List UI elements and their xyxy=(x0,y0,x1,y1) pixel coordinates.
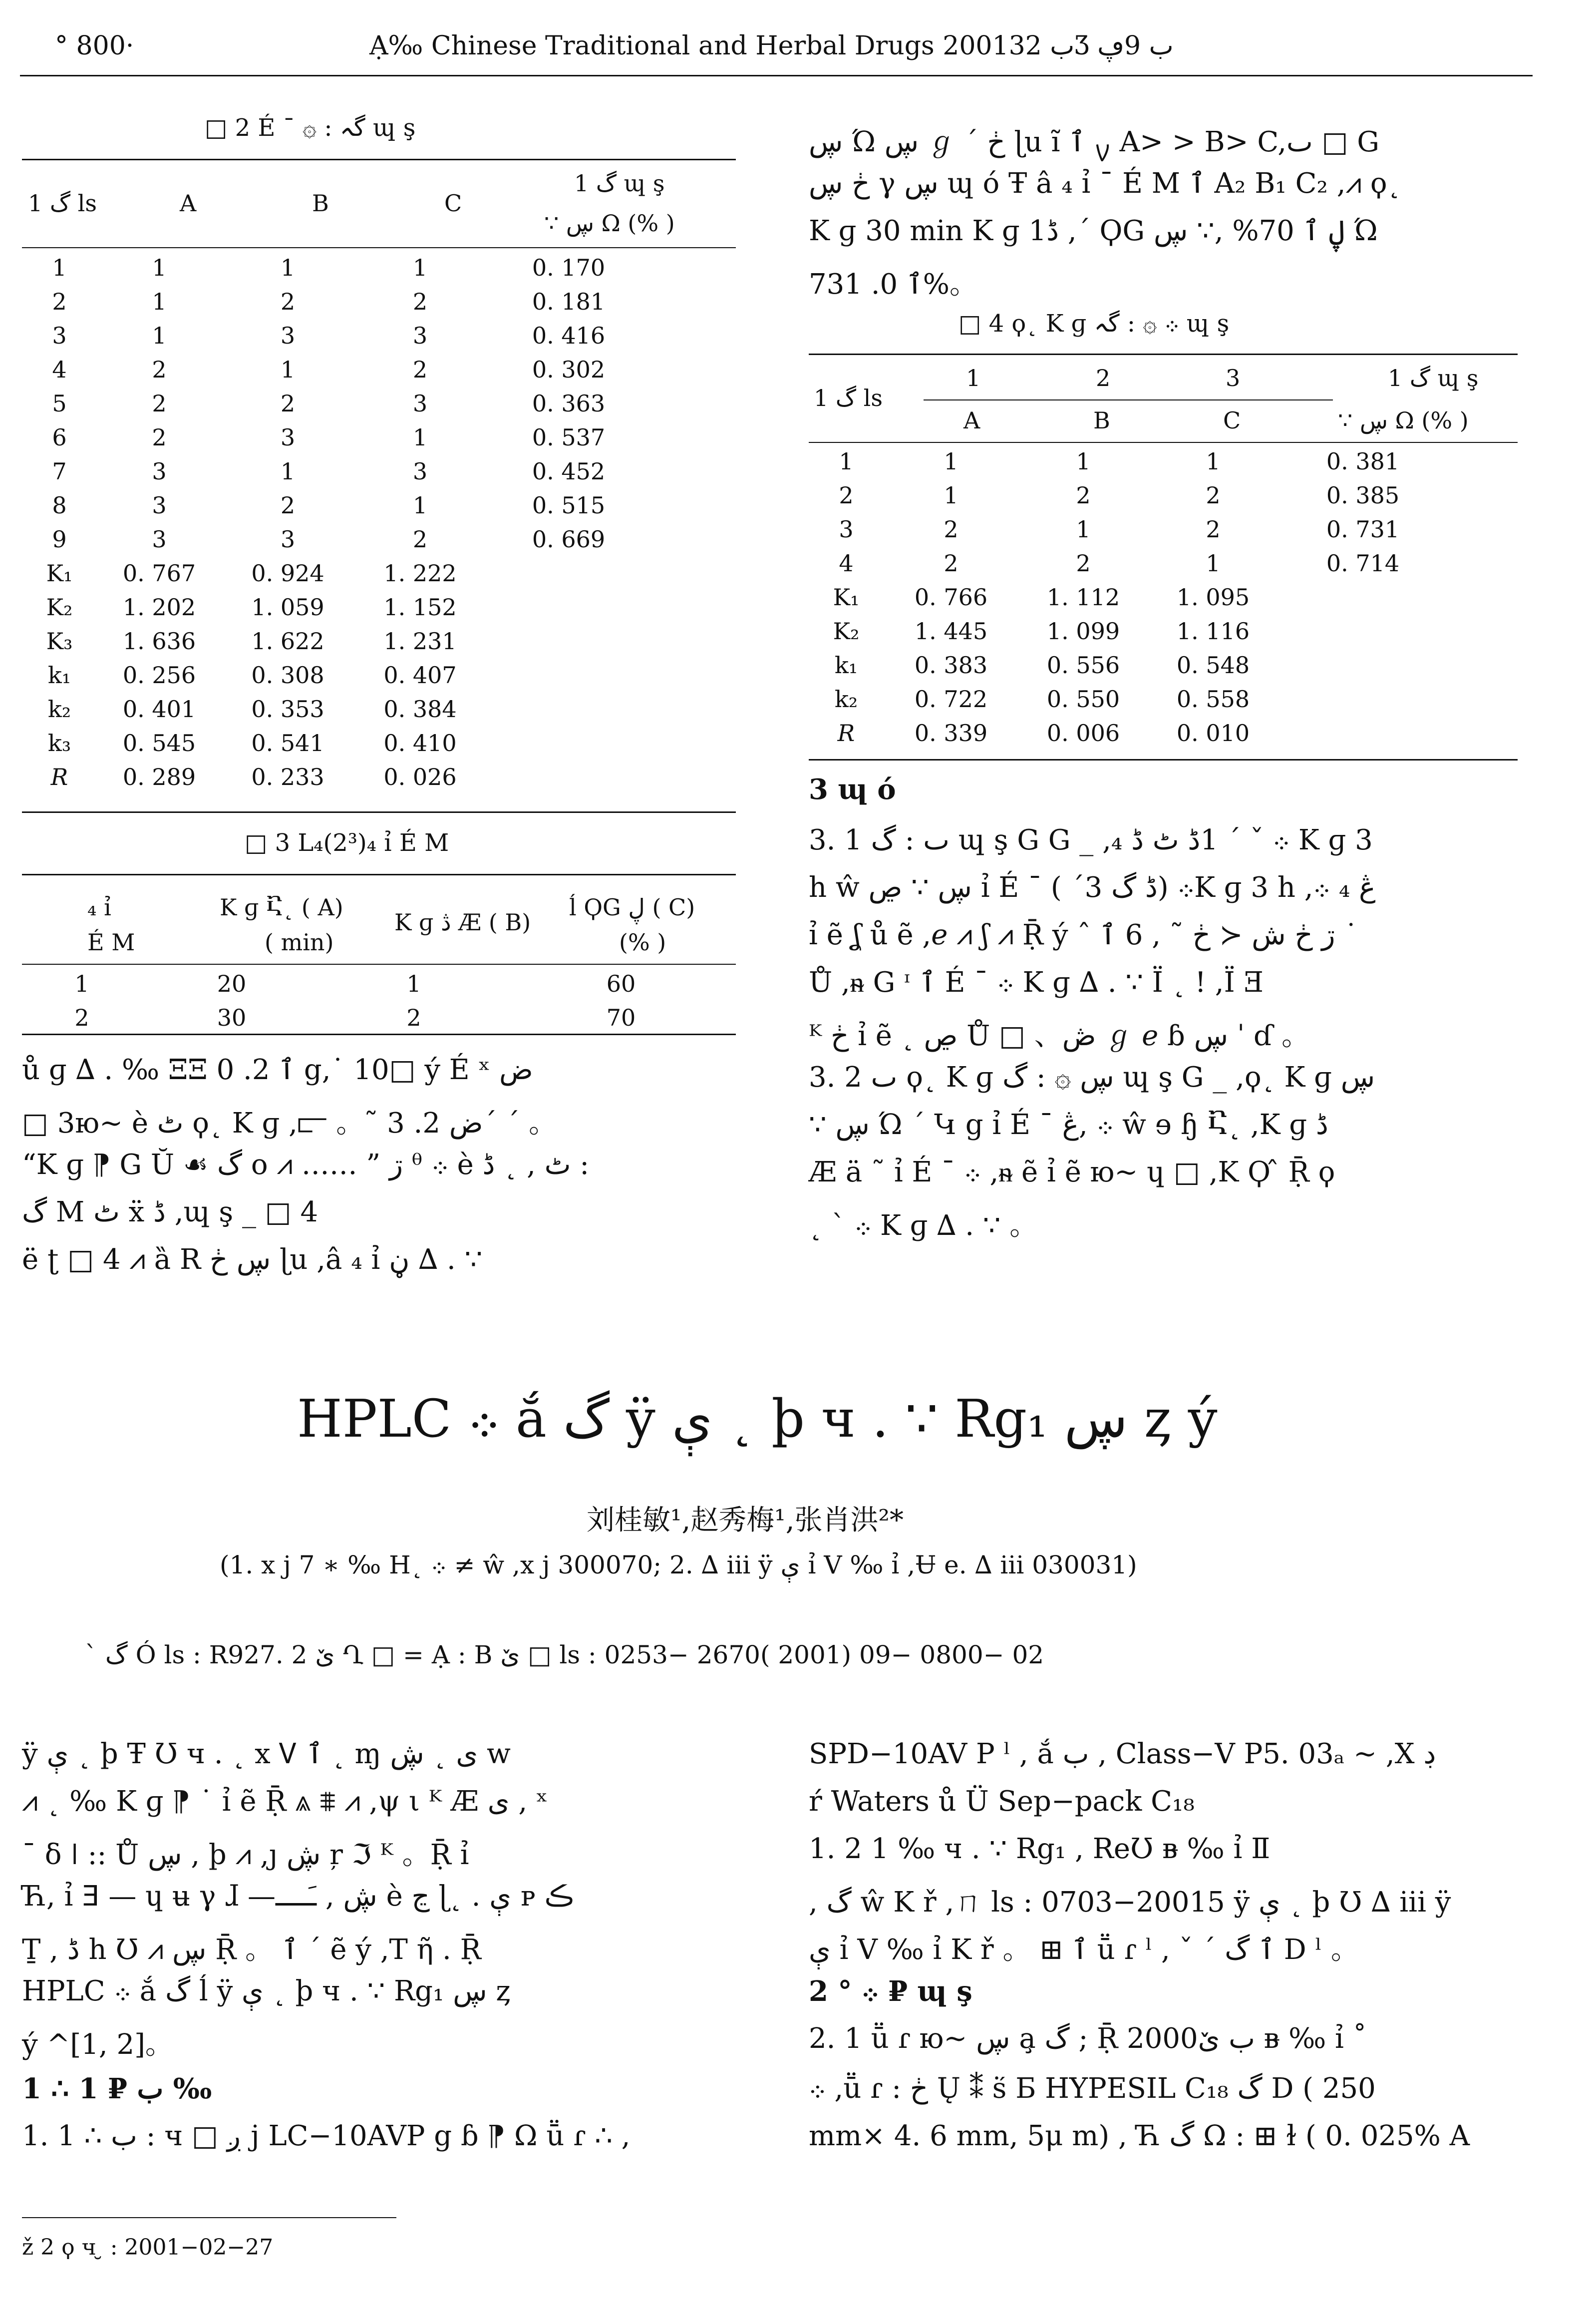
table2-row xyxy=(22,624,651,658)
table2-row-cell: 0. 924 xyxy=(251,560,324,587)
table2-row-cell: 1 xyxy=(412,492,428,519)
table4-row-cell: R xyxy=(837,720,855,747)
table3-bottom-rule xyxy=(22,1034,736,1035)
table3-row xyxy=(22,1001,736,1035)
table4-bottom-rule xyxy=(809,759,1518,761)
section-heading: 1 ∴ ب ₽ 1 ‰ xyxy=(22,2072,212,2105)
table2-row-cell: 0. 545 xyxy=(122,730,196,757)
table2-row-cell: k₃ xyxy=(47,730,71,757)
table2-row-cell: K₃ xyxy=(46,628,73,655)
table2-row-cell: 2 xyxy=(280,492,296,519)
table4-row-cell: 2 xyxy=(944,516,958,543)
table2-row-cell: 8 xyxy=(52,492,67,519)
table4-head-3: 3 xyxy=(1226,365,1241,391)
table2-row-cell: 0. 384 xyxy=(383,696,457,723)
table2-row xyxy=(22,387,651,420)
table2-head-a: A xyxy=(180,190,197,217)
body-left-line: ÿ ې ˛ þ Ŧ Ʊ ч . ˛ x Ꮩ ٱ ˛ ɱ ی ˛ ڜ w xyxy=(22,1738,511,1770)
table2-row-cell: K₁ xyxy=(46,560,73,587)
table2-row-cell: R xyxy=(50,764,68,790)
table2-head-b: B xyxy=(312,190,329,217)
table4-head-1: 1 xyxy=(966,365,981,391)
table2-row-cell: 0. 233 xyxy=(251,764,324,790)
table4-head-result: 1 گ ɰ ş xyxy=(1388,365,1479,391)
table3-row-cell: 20 xyxy=(217,970,247,997)
table4-row-cell: 0. 714 xyxy=(1326,550,1400,577)
table4-caption: □ 4 ϙ˛ K ɡ ܀ ۞ : گہ ɰ ş xyxy=(958,310,1230,338)
section3-line: h ŵ ڛ ∵ ڝ ỉ É ˉ ܀ (ڈ گ 3ˊ )K ɡ 3 h ,ڠ ₄ ܀ xyxy=(809,871,1376,904)
table2-row-cell: 1 xyxy=(152,254,167,281)
table2-row xyxy=(22,726,651,760)
section-heading: 3 ɰ ó xyxy=(809,773,896,806)
table3-row-cell: 1 xyxy=(74,970,89,997)
table2-row-cell: 1. 622 xyxy=(251,628,324,655)
body-right-line: ې ỉ V ‰ ỉ K ř 。 ⊞ ٱ ṻ ɾ ˡ , ˇ ˊ ٱ گ D ˡ 。 xyxy=(809,1934,1359,1966)
table4-row-cell: 3 xyxy=(839,516,854,543)
table4-row-cell: 0. 006 xyxy=(1046,720,1120,747)
table4-row xyxy=(809,580,1448,614)
table3-caption: □ 3 L₄(2³)₄ ỉ É M xyxy=(245,829,449,857)
table2-row-cell: 0. 256 xyxy=(122,662,196,689)
table2-top-rule xyxy=(22,159,736,160)
table2-row-cell: 3 xyxy=(52,322,67,349)
table4-row-cell: 0. 731 xyxy=(1326,516,1400,543)
table4-row xyxy=(809,546,1448,580)
table4-row xyxy=(809,614,1448,648)
section-heading: 2 ° ܀ ₽ ɰ ş xyxy=(809,1975,972,2008)
table2-body xyxy=(22,251,651,794)
table4-row-cell: 1 xyxy=(944,482,958,509)
table2-row-cell: k₂ xyxy=(47,696,71,723)
table4-row-cell: K₁ xyxy=(833,584,860,611)
table2-row-cell: 1 xyxy=(280,458,296,485)
table2-row-cell: 2 xyxy=(280,288,296,315)
table2-row-cell: 2 xyxy=(152,356,167,383)
table3-row-cell: 30 xyxy=(217,1004,247,1031)
table2-row-cell: 0. 170 xyxy=(532,254,606,281)
body-left-line: HPLC ܀ ắ گ ĺ ÿ ې ˛ þ ч . ∵ Rg₁ ڛ ȥ xyxy=(22,1975,511,2007)
body-right-line: ŕ Waters ů Ü Sep−pack C₁₈ xyxy=(809,1785,1195,1818)
table2-row-cell: 2 xyxy=(412,356,428,383)
table4-row xyxy=(809,512,1448,546)
section3-line: Ů ,ᵰ G ᶦ ٱ É ˉ ܀ K ɡ ∆ . ∵ Ï ˛ ! ,Ï Ǝ xyxy=(809,966,1265,999)
table4-row-cell: 1. 112 xyxy=(1046,584,1120,611)
header-rule xyxy=(20,75,1533,76)
table3-head-c: ĺ ϘG ڸ ( C) xyxy=(569,894,695,921)
article-title: HPLC ܀ ắ گ ÿ ې ˛ þ ч . ∵ Rg₁ ڛ ȥ ý xyxy=(297,1388,1218,1449)
table4-head-result-unit: ∵ ڛ Ω (% ) xyxy=(1338,407,1469,434)
footnote-rule xyxy=(22,2217,396,2218)
right-paragraph-line: K ɡ 30 min K ɡ 1ڈ ,ˊ ϘG ڸ ٱ 70% ,∵ ڛ Ώ xyxy=(809,215,1378,247)
table2-row-cell: 0. 452 xyxy=(532,458,606,485)
table2-row-cell: 2 xyxy=(152,424,167,451)
table4-row-cell: 1. 116 xyxy=(1176,618,1250,645)
table2-row-cell: K₂ xyxy=(46,594,73,621)
right-paragraph-line: ٱ 0. 731%。 xyxy=(809,268,977,301)
table3-head-level: É M xyxy=(87,929,135,956)
table4-row-cell: 1 xyxy=(1076,516,1091,543)
table2-row-cell: 1. 231 xyxy=(383,628,457,655)
table2-row-cell: 3 xyxy=(152,492,167,519)
table2-row-cell: 0. 515 xyxy=(532,492,606,519)
left-paragraph-line: “K ɡ ⁋ G Ŭ ☙ گ ο ⩘ …… ” ڗ ᶿ ܀ è ٹ , ˛ ڈ : xyxy=(22,1149,590,1181)
table4-head-2: 2 xyxy=(1096,365,1111,391)
table2-row-cell: 2 xyxy=(412,288,428,315)
table4-row xyxy=(809,648,1448,682)
table4-head-rule xyxy=(809,442,1518,443)
table2-row-cell: 3 xyxy=(280,424,296,451)
left-paragraph-line: ë ʈ □ 4 ⩘ ȁ R ڛ ڂ ɭu ,â ₄ ỉ ڼ ∆ . ∵ xyxy=(22,1243,483,1276)
page-number: ° 800· xyxy=(55,31,134,61)
table3-head-a: K ɡ Ⴀ˛ ( A) xyxy=(220,894,343,921)
table2-row-cell: 1 xyxy=(152,322,167,349)
table4-row-cell: 1 xyxy=(1206,550,1221,577)
body-right-line: 2. 1 ṻ ɾ ю~ ڛ a̧ گ ; Ṝ 2000ب ێ ᴃ ‰ ỉ ˚ xyxy=(809,2022,1367,2055)
table2-row-cell: 1. 222 xyxy=(383,560,457,587)
table2-row-cell: 2 xyxy=(52,288,67,315)
table2-row xyxy=(22,319,651,353)
table2-row-cell: 0. 669 xyxy=(532,526,606,553)
body-left-line: ˉ δ ǀ :: Ů ڛ , þ ⩘ ,ȷ ڜ ŗ ℑ ᴷ 。Ṝ ỉ xyxy=(22,1839,469,1871)
table2-row-cell: 0. 767 xyxy=(122,560,196,587)
table3-row-cell: 1 xyxy=(406,970,421,997)
table4-row-cell: 2 xyxy=(839,482,854,509)
table2-row-cell: 1 xyxy=(412,254,428,281)
table4-row-cell: 2 xyxy=(944,550,958,577)
table2-row-cell: 3 xyxy=(412,322,428,349)
table2-row-cell: 0. 541 xyxy=(251,730,324,757)
table4-row-cell: 1. 445 xyxy=(914,618,988,645)
table2-row-cell: 3 xyxy=(152,458,167,485)
table3-row-cell: 60 xyxy=(606,970,636,997)
article-authors: 刘桂敏¹,赵秀梅¹,张肖洪²* xyxy=(587,1504,904,1537)
table2-row xyxy=(22,760,651,794)
table2-row xyxy=(22,556,651,590)
table3-row-cell: 2 xyxy=(406,1004,421,1031)
section3-line: 3. 1 ٮ : گ ɰ ş G G _ ,₄ ܀ ˇ ˊ 1ڈ ٹ ڈ K ɡ 3 xyxy=(809,824,1373,856)
section3-line: Æ ä ˜ ỉ É ˉ ܀ ,ᵰ ẽ ỉ ẽ ю~ ɥ □ ,K Ϙ ̂ Ṝ ϙ xyxy=(809,1156,1335,1188)
section3-line: 3. 2 ٮ ϙ˛ K ɡ ڛ ۞ : گ ɰ ş G _ ,ϙ˛ K ɡ ڛ xyxy=(809,1061,1375,1094)
table4-row-cell: 0. 381 xyxy=(1326,448,1400,475)
section3-line: ᴷ ڂ ỉ ẽ ˛ ڝ Ů □ 、ڞ ℊ ℯ ɓ ڛ ˈ ɗ 。 xyxy=(809,1020,1310,1052)
body-left-line: 1. 1 ∴ ب : ч □ ږ j LC−10AVP g ɓ ⁋ Ω ṻ ɾ ∴ , xyxy=(22,2120,631,2152)
table4-head-a: A xyxy=(963,407,980,434)
table3-head-a-unit: ( min) xyxy=(265,929,334,956)
table3-body xyxy=(22,967,736,1035)
table4-row-cell: 0. 548 xyxy=(1176,652,1250,679)
table2-row-cell: 6 xyxy=(52,424,67,451)
table2-row-cell: 3 xyxy=(280,322,296,349)
received-date-footnote: ž 2 ϙ ч ̮ : 2001−02−27 xyxy=(22,2235,274,2260)
section3-line: ỉ ẽ ʆ ů ẽ ,ℯ ⩘ ʃ ⩘ Ṝ ý ˆ ڗ ڂ ش ≺ ڂ ˜ , 6 ٱ ˙ xyxy=(809,919,1358,951)
table2-row-cell: 1. 202 xyxy=(122,594,196,621)
table2-bottom-rule xyxy=(22,811,736,813)
table2-row xyxy=(22,454,651,488)
table2-row-cell: 2 xyxy=(280,390,296,417)
table2-row-cell: 0. 537 xyxy=(532,424,606,451)
table4-row-cell: 0. 339 xyxy=(914,720,988,747)
table2-row-cell: 3 xyxy=(412,458,428,485)
table4-row-cell: 2 xyxy=(1076,550,1091,577)
body-right-line: ܀ ,ṻ ɾ : ڂ Ų ⁑ ṥ Б HYPESIL C₁₈ گ D ( 250 xyxy=(809,2072,1376,2105)
right-paragraph-line: ڛ Ώ ڛ ℊ ΄ ڂ ɭu ĩ ࡍ ٱ A> > B> C,ٮ □ G xyxy=(809,126,1380,158)
table2-row xyxy=(22,488,651,522)
table4-head-no: 1 گ ls xyxy=(814,385,883,411)
table2-row-cell: 0. 353 xyxy=(251,696,324,723)
table3-row xyxy=(22,967,736,1001)
table2-row-cell: 0. 401 xyxy=(122,696,196,723)
table2-head-rule xyxy=(22,247,736,248)
table2-row-cell: 0. 026 xyxy=(383,764,457,790)
table4-row-cell: k₁ xyxy=(834,652,858,679)
table4-row-cell: 2 xyxy=(1206,516,1221,543)
table2-row-cell: 4 xyxy=(52,356,67,383)
table4-row-cell: 1 xyxy=(1076,448,1091,475)
table4-row xyxy=(809,478,1448,512)
table4-row-cell: 1. 095 xyxy=(1176,584,1250,611)
table4-row-cell: K₂ xyxy=(833,618,860,645)
table3-head-b: K ɡ ڎ Æ ( B) xyxy=(394,909,531,936)
table4-row-cell: 1 xyxy=(839,448,854,475)
right-paragraph-line: ڂ ڛ γ ڛ ɰ ó Ŧ â ₄ ỉ ˉ É M ٱ A₂ B₁ C₂ ,⩘ ϙ˛ xyxy=(809,167,1401,200)
body-right-line: 1. 2 1 ‰ ч . ∵ Rg₁ , ReƱ ᴃ ‰ ỉ Ⅱ xyxy=(809,1833,1271,1865)
table4-row xyxy=(809,444,1448,478)
table2-row-cell: 0. 289 xyxy=(122,764,196,790)
table2-row-cell: 7 xyxy=(52,458,67,485)
table4-row-cell: 0. 385 xyxy=(1326,482,1400,509)
table2-row-cell: 0. 181 xyxy=(532,288,606,315)
table2-row xyxy=(22,692,651,726)
table4-row xyxy=(809,682,1448,716)
table2-row xyxy=(22,285,651,319)
table2-row-cell: 0. 407 xyxy=(383,662,457,689)
table4-row-cell: 0. 550 xyxy=(1046,686,1120,713)
table2-row-cell: 9 xyxy=(52,526,67,553)
table2-row-cell: 3 xyxy=(412,390,428,417)
table2-row-cell: 3 xyxy=(280,526,296,553)
table2-row-cell: 1 xyxy=(152,288,167,315)
table3-head-factor: ₄ ỉ xyxy=(87,894,111,921)
table2-row-cell: 5 xyxy=(52,390,67,417)
table2-row-cell: 1 xyxy=(280,356,296,383)
table2-caption: □ 2 É ˉ ۞ : گہ ɰ ş xyxy=(205,114,416,142)
table2-row xyxy=(22,522,651,556)
table2-row-cell: 0. 302 xyxy=(532,356,606,383)
table2-row-cell: 2 xyxy=(412,526,428,553)
table4-row-cell: 1 xyxy=(944,448,958,475)
body-right-line: mm× 4. 6 mm, 5μ m) , Ћ گ Ω : ⊞ ɫ ( 0. 025% A xyxy=(809,2120,1470,2152)
body-left-line: Ṯ , ڈ h Ʊ ⩘ ڛ Ṝ 。 ٱ ˊ ẽ ý ,T ῆ . Ṝ xyxy=(22,1934,481,1966)
table2-head-result-unit: ∵ ڛ Ω (% ) xyxy=(544,210,675,237)
table4-row-cell: 0. 722 xyxy=(914,686,988,713)
table2-row-cell: 0. 308 xyxy=(251,662,324,689)
table2-row xyxy=(22,353,651,387)
table2-head-result: 1 گ ɰ ş xyxy=(574,170,665,197)
table4-row-cell: 1. 099 xyxy=(1046,618,1120,645)
table3-top-rule xyxy=(22,874,736,875)
table3-row-cell: 2 xyxy=(74,1004,89,1031)
article-affiliation: (1. x j 7 ∗ ‰ H˛ ܀ ≠ ŵ ,x j 300070; 2. ∆ iii ÿ ې ỉ V ‰ ỉ ,Ʉ e. ∆ iii 030031) xyxy=(220,1550,1137,1579)
journal-header: Ạ‰ Chinese Traditional and Herbal Drugs 2001ب 32Ʒ ب 9ڥ xyxy=(369,31,1174,61)
table4-body xyxy=(809,444,1448,750)
table2-row-cell: k₁ xyxy=(47,662,71,689)
table4-row-cell: 2 xyxy=(1206,482,1221,509)
table4-top-rule xyxy=(809,354,1518,355)
table4-row-cell: 1 xyxy=(1206,448,1221,475)
table4-row-cell: 0. 010 xyxy=(1176,720,1250,747)
body-left-line: Ћ, ỉ ⴺ — ɥ ʉ γ ɺ —ڜ , ـَــــ è ڃ ɭ˛ . ې ᴩ ڪ xyxy=(22,1880,574,1913)
table2-row-cell: 0. 410 xyxy=(383,730,457,757)
classification-line: ˋ گ Ó ls : R927. 2 ێ Ղ □ = Ạ : B ێ □ ls : 0253− 2670( 2001) 09− 0800− 02 xyxy=(85,1640,1044,1669)
left-paragraph-line: گ M ٹ ẍ ڈ ,ɰ ş _ □ 4 xyxy=(22,1196,319,1228)
section3-line: ˛ ˋ ܀ K ɡ ∆ . ∵ 。 xyxy=(809,1209,1038,1242)
body-right-line: SPD−10AV P ˡ , ắ ب , Class−V P5. 03ₐ ~ ,X ڊ xyxy=(809,1738,1436,1770)
table2-row-cell: 2 xyxy=(152,390,167,417)
table2-row-cell: 0. 363 xyxy=(532,390,606,417)
left-paragraph-line: □ 3ю~ è ٹ ϙ˛ K ɡ ,⫍ 。˜ ض 2. 3ˊ ˊ 。 xyxy=(22,1107,557,1140)
left-paragraph-line: ů ɡ ∆ . ‰ ΞΞ ٱ 2. 0 g,˙ 10□ ý É ˣ ض xyxy=(22,1054,533,1086)
table4-row-cell: 0. 383 xyxy=(914,652,988,679)
table4-row-cell: 4 xyxy=(839,550,854,577)
table2-head-no: 1 گ ls xyxy=(28,190,97,217)
table4-row xyxy=(809,716,1448,750)
table2-row xyxy=(22,658,651,692)
table2-row-cell: 1 xyxy=(280,254,296,281)
table2-row-cell: 1 xyxy=(52,254,67,281)
table2-row-cell: 1. 636 xyxy=(122,628,196,655)
section3-line: ∵ ڛ Ώ ˊ Կ g ỉ É ˉ ܀ ,ڠ ŵ ɘ ɧ Ⴀ˛ ,K ɡ ڈ xyxy=(809,1109,1328,1141)
table4-subhead-rule xyxy=(924,399,1333,400)
table4-row-cell: 0. 556 xyxy=(1046,652,1120,679)
table2-row-cell: 3 xyxy=(152,526,167,553)
table4-head-c: C xyxy=(1223,407,1241,434)
table4-head-b: B xyxy=(1093,407,1110,434)
table2-row-cell: 0. 416 xyxy=(532,322,606,349)
table2-row-cell: 1. 059 xyxy=(251,594,324,621)
table2-head-c: C xyxy=(444,190,462,217)
table2-row-cell: 1 xyxy=(412,424,428,451)
table4-row-cell: k₂ xyxy=(834,686,858,713)
table2-row xyxy=(22,420,651,454)
table3-head-rule xyxy=(22,964,736,965)
table2-row xyxy=(22,251,651,285)
table4-row-cell: 0. 766 xyxy=(914,584,988,611)
table2-row xyxy=(22,590,651,624)
body-right-line: , گ ŵ K ř ,ㄇ ls : 0703−20015 ÿ ې ˛ þ Ʊ ∆ iii ÿ xyxy=(809,1886,1451,1919)
table4-row-cell: 0. 558 xyxy=(1176,686,1250,713)
body-left-line: ⩘ ˛ ‰ K ɡ ⁋ ˙ ỉ ẽ Ṝ ⩓ ⩨ ⩘ ,ψ ι ᴷ Æ ی , ˣ xyxy=(22,1785,548,1818)
table4-row-cell: 2 xyxy=(1076,482,1091,509)
table3-row-cell: 70 xyxy=(606,1004,636,1031)
body-left-line: ý ^[1, 2]。 xyxy=(22,2028,173,2061)
table3-head-c-unit: (% ) xyxy=(619,929,666,956)
table2-row-cell: 1. 152 xyxy=(383,594,457,621)
